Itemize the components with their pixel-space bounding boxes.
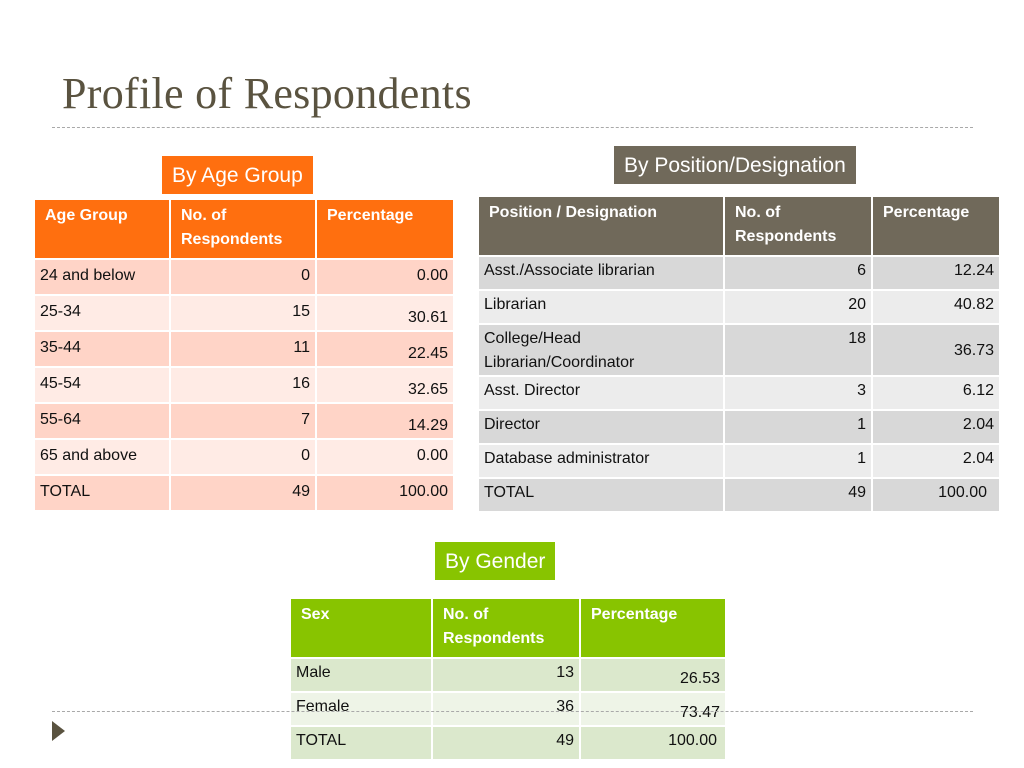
count-cell: 1 [724, 444, 872, 478]
page-title: Profile of Respondents [62, 69, 472, 118]
table-row [478, 290, 1000, 324]
column-header: Sex [290, 598, 432, 658]
position-cell: Asst. Director [478, 376, 724, 410]
count-cell: 11 [170, 331, 316, 367]
table-header-row [34, 199, 454, 259]
count-cell: 3 [724, 376, 872, 410]
play-arrow-icon [52, 721, 65, 741]
percentage-cell: 6.12 [872, 376, 1000, 410]
table-row [34, 259, 454, 295]
gender-table [289, 597, 727, 761]
age-cell: 25-34 [34, 295, 170, 331]
age-cell: 24 and below [34, 259, 170, 295]
table-row [478, 444, 1000, 478]
table-header-row [478, 196, 1000, 256]
count-cell: 1 [724, 410, 872, 444]
count-cell: 7 [170, 403, 316, 439]
position-cell: College/Head Librarian/Coordinator [478, 324, 724, 376]
percentage-cell: 0.00 [316, 259, 454, 295]
table-row [34, 295, 454, 331]
table-row [478, 256, 1000, 290]
percentage-cell: 26.53 [580, 658, 726, 692]
age-cell: 55-64 [34, 403, 170, 439]
title-divider [52, 127, 973, 128]
position-cell: Database administrator [478, 444, 724, 478]
table-total-row [290, 726, 726, 760]
gender-label: By Gender [435, 542, 555, 580]
percentage-cell: 100.00 [580, 726, 726, 760]
column-header: No. of Respondents [170, 199, 316, 259]
sex-cell: TOTAL [290, 726, 432, 760]
percentage-cell: 22.45 [316, 331, 454, 367]
percentage-cell: 36.73 [872, 324, 1000, 376]
percentage-cell: 32.65 [316, 367, 454, 403]
table-row [34, 331, 454, 367]
column-header: No. of Respondents [432, 598, 580, 658]
count-cell: 49 [432, 726, 580, 760]
age-cell: TOTAL [34, 475, 170, 511]
percentage-cell: 2.04 [872, 410, 1000, 444]
table-total-row [478, 478, 1000, 512]
percentage-cell: 0.00 [316, 439, 454, 475]
position-cell: Librarian [478, 290, 724, 324]
count-cell: 36 [432, 692, 580, 726]
table-total-row [34, 475, 454, 511]
count-cell: 16 [170, 367, 316, 403]
position-cell: Asst./Associate librarian [478, 256, 724, 290]
table-header-row [290, 598, 726, 658]
count-cell: 13 [432, 658, 580, 692]
percentage-cell: 100.00 [316, 475, 454, 511]
column-header: Percentage [316, 199, 454, 259]
column-header: Age Group [34, 199, 170, 259]
table-row [34, 367, 454, 403]
footer-divider [52, 711, 973, 712]
table-row [478, 376, 1000, 410]
count-cell: 18 [724, 324, 872, 376]
age-group-label: By Age Group [162, 156, 313, 194]
column-header: No. of Respondents [724, 196, 872, 256]
table-row [290, 658, 726, 692]
table-row [34, 439, 454, 475]
table-row [290, 692, 726, 726]
position-cell: Director [478, 410, 724, 444]
percentage-cell: 12.24 [872, 256, 1000, 290]
age-cell: 35-44 [34, 331, 170, 367]
table-row [34, 403, 454, 439]
position-cell: TOTAL [478, 478, 724, 512]
age-cell: 65 and above [34, 439, 170, 475]
percentage-cell: 2.04 [872, 444, 1000, 478]
position-designation-table [477, 195, 1001, 513]
age-group-table [33, 198, 455, 512]
count-cell: 49 [170, 475, 316, 511]
column-header: Position / Designation [478, 196, 724, 256]
count-cell: 49 [724, 478, 872, 512]
column-header: Percentage [872, 196, 1000, 256]
position-designation-label: By Position/Designation [614, 146, 856, 184]
percentage-cell: 73.47 [580, 692, 726, 726]
percentage-cell: 40.82 [872, 290, 1000, 324]
percentage-cell: 14.29 [316, 403, 454, 439]
sex-cell: Female [290, 692, 432, 726]
count-cell: 0 [170, 439, 316, 475]
count-cell: 20 [724, 290, 872, 324]
count-cell: 0 [170, 259, 316, 295]
count-cell: 6 [724, 256, 872, 290]
percentage-cell: 100.00 [872, 478, 1000, 512]
table-row [478, 324, 1000, 376]
count-cell: 15 [170, 295, 316, 331]
age-cell: 45-54 [34, 367, 170, 403]
sex-cell: Male [290, 658, 432, 692]
table-row [478, 410, 1000, 444]
column-header: Percentage [580, 598, 726, 658]
percentage-cell: 30.61 [316, 295, 454, 331]
